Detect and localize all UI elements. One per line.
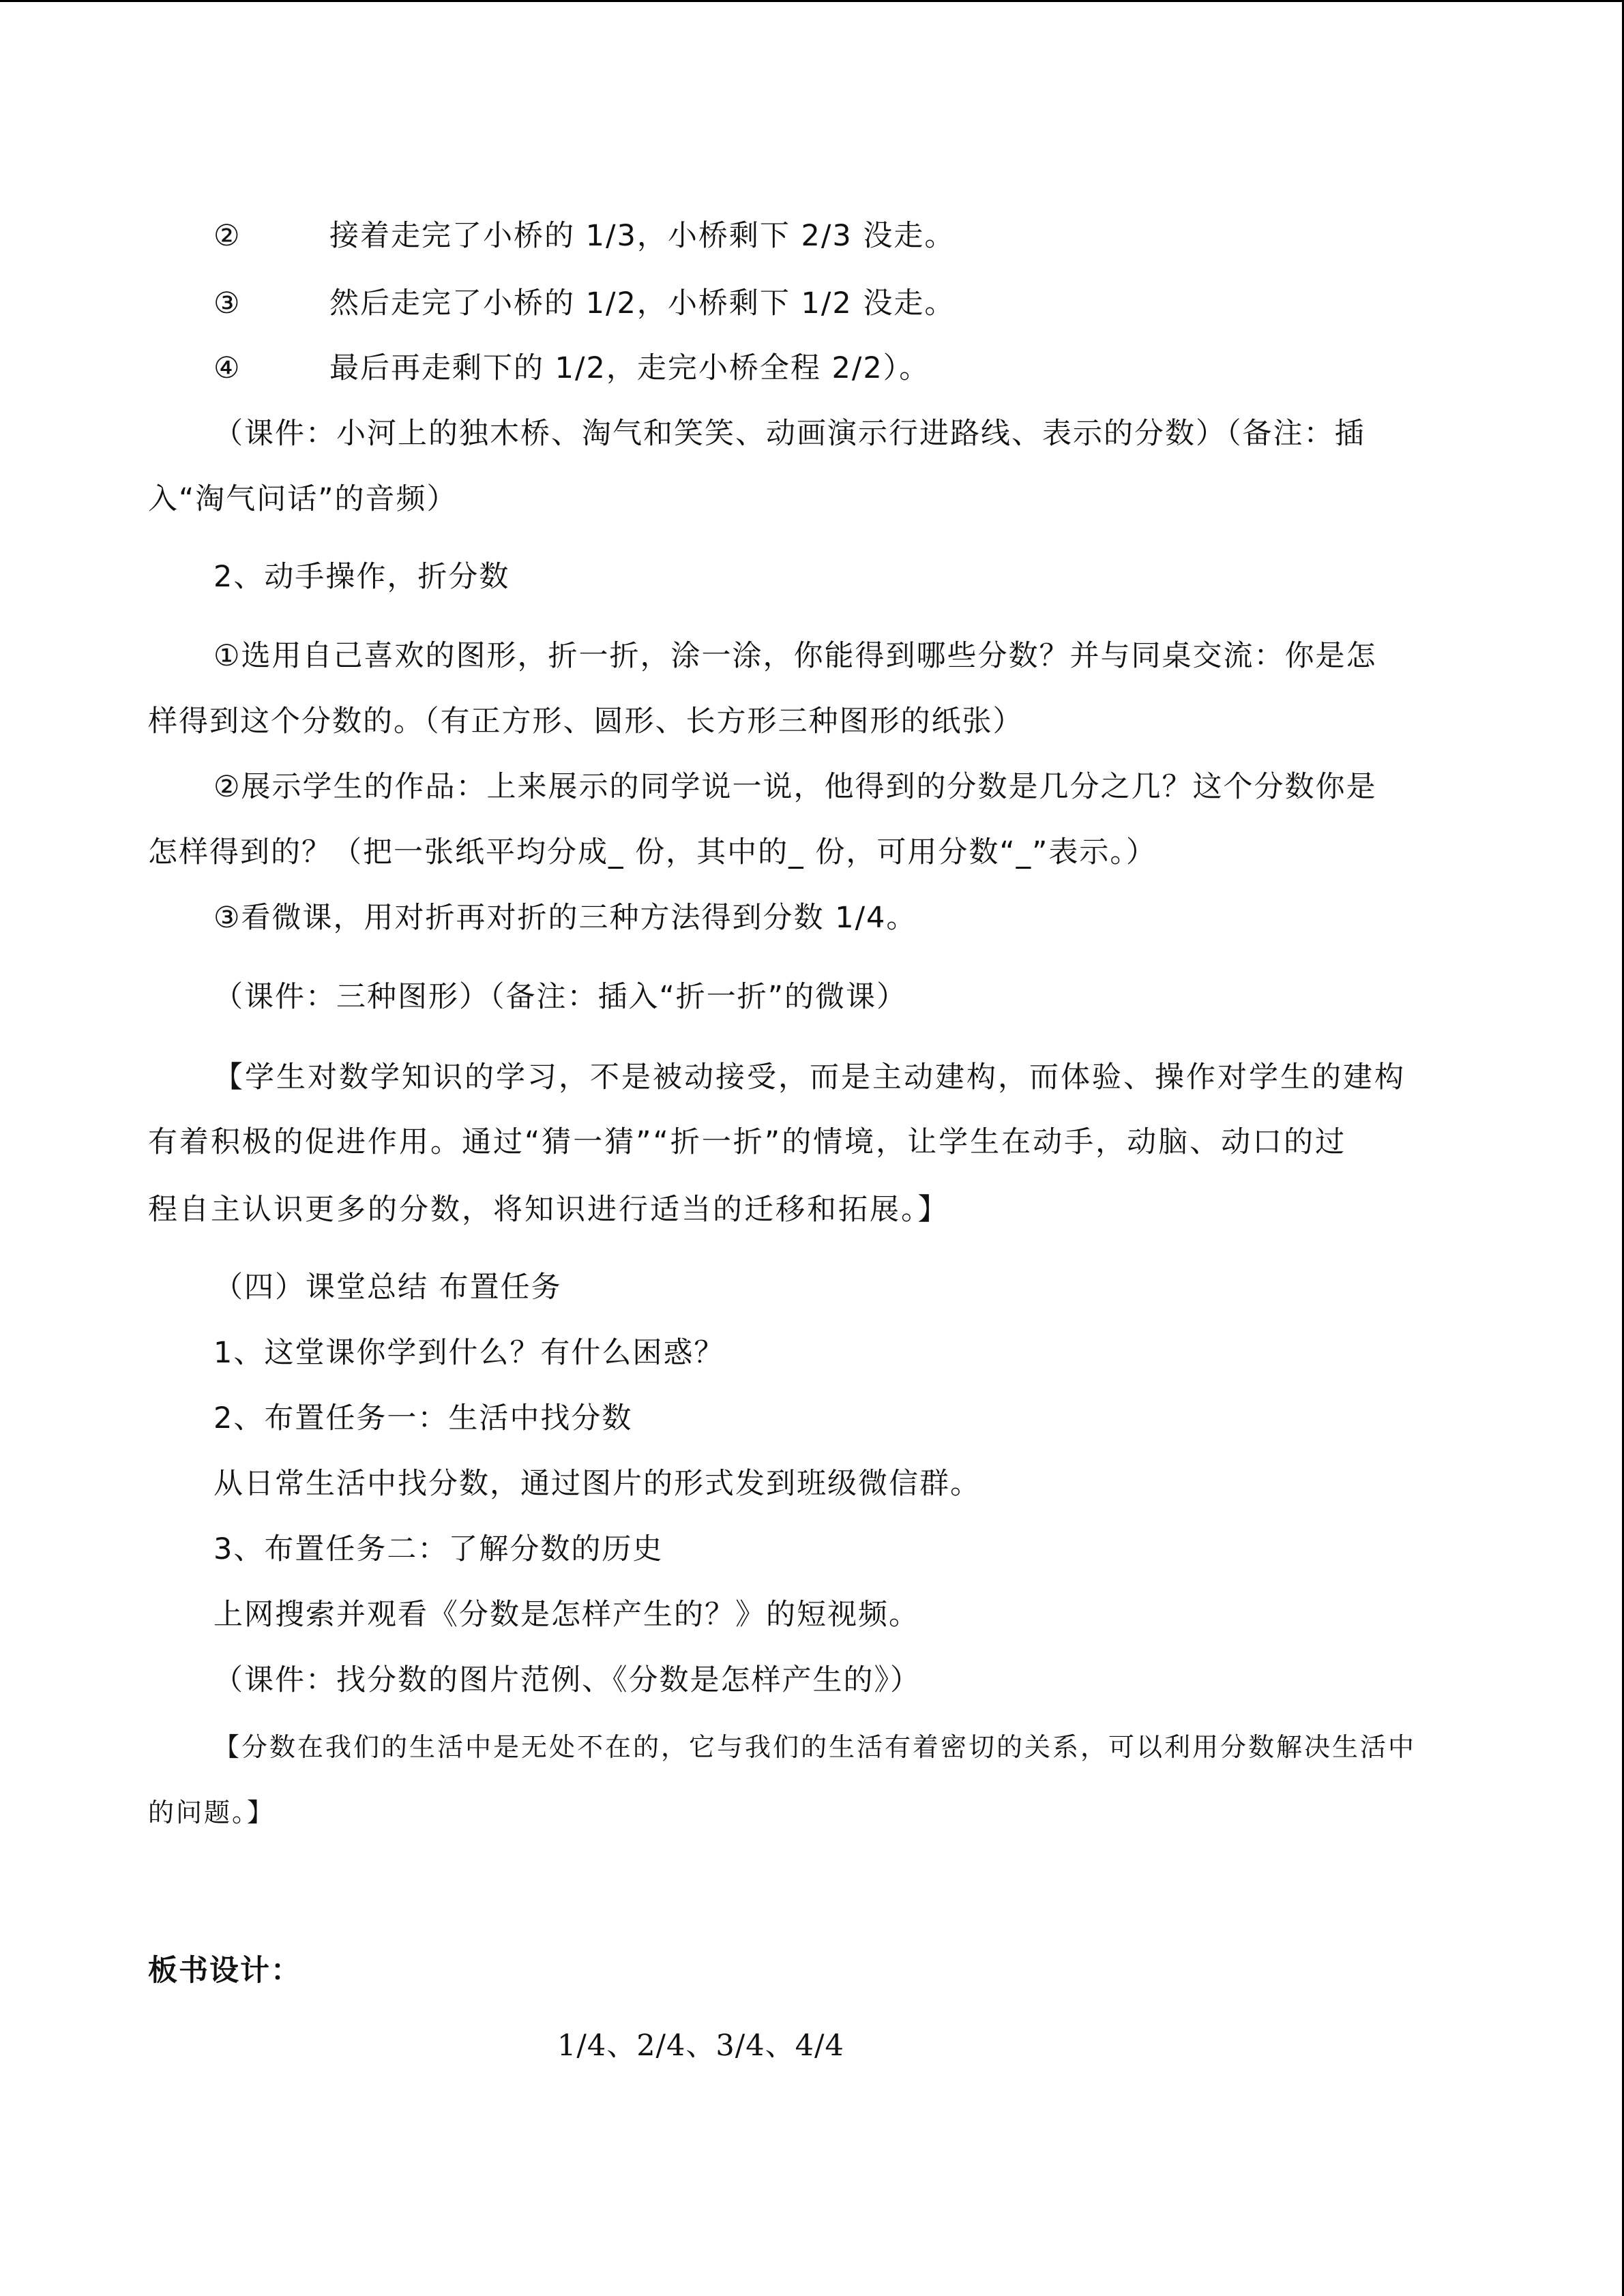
section-2-item-1-line-2: 样得到这个分数的。（有正方形、圆形、长方形三种图形的纸张） (148, 704, 1024, 739)
step-4-line (213, 348, 930, 389)
section-4-item-1: 1、这堂课你学到什么？有什么困惑？ (213, 1336, 725, 1370)
board-design-title: 板书设计： (148, 1954, 301, 1988)
section-4-item-3-description: 上网搜索并观看《分数是怎样产生的？》的短视频。 (213, 1598, 919, 1632)
step-4-number: ④ (213, 351, 241, 385)
section-4-item-2-description: 从日常生活中找分数，通过图片的形式发到班级微信群。 (213, 1467, 981, 1501)
step-2-number: ② (213, 219, 241, 253)
section-4-item-2: 2、布置任务一：生活中找分数 (213, 1401, 633, 1435)
comment-2-line-2: 的问题。】 (148, 1798, 276, 1828)
comment-1-line-1: 【学生对数学知识的学习，不是被动接受，而是主动建构，而体验、操作对学生的建构 (213, 1060, 1406, 1094)
comment-2-line-1: 【分数在我们的生活中是无处不在的，它与我们的生活有着密切的关系，可以利用分数解决生活中 (213, 1732, 1417, 1762)
courseware-note-1-line-1: （课件：小河上的独木桥、淘气和笑笑、动画演示行进路线、表示的分数）（备注：插 (213, 417, 1365, 451)
step-2-line (213, 215, 955, 256)
section-2-courseware: （课件：三种图形）（备注：插入“折一折”的微课） (213, 980, 908, 1014)
section-4-item-3: 3、布置任务二：了解分数的历史 (213, 1532, 664, 1566)
step-4-text: 最后再走剩下的 1/2，走完小桥全程 2/2）。 (329, 351, 930, 385)
step-3-number: ③ (213, 286, 241, 320)
section-2-item-1-line-1: ①选用自己喜欢的图形，折一折，涂一涂，你能得到哪些分数？并与同桌交流：你是怎 (213, 639, 1377, 673)
section-2-heading: 2、动手操作，折分数 (213, 560, 510, 594)
section-4-courseware: （课件：找分数的图片范例、《分数是怎样产生的》） (213, 1663, 921, 1697)
step-2-text: 接着走完了小桥的 1/3，小桥剩下 2/3 没走。 (329, 219, 956, 253)
board-design-fractions: 1/4、2/4、3/4、4/4 (557, 2029, 844, 2063)
step-3-line (213, 283, 955, 324)
page-frame-top (0, 0, 1624, 2)
section-4-heading: （四）课堂总结 布置任务 (213, 1270, 562, 1304)
step-3-text: 然后走完了小桥的 1/2，小桥剩下 1/2 没走。 (329, 286, 956, 320)
courseware-note-1-line-2: 入“淘气问话”的音频） (148, 482, 458, 516)
section-2-item-2-line-1: ②展示学生的作品：上来展示的同学说一说，他得到的分数是几分之几？这个分数你是 (213, 770, 1377, 804)
comment-1-line-3: 程自主认识更多的分数，将知识进行适当的迁移和拓展。】 (148, 1193, 949, 1227)
comment-1-line-2: 有着积极的促进作用。通过“猜一猜”“折一折”的情境，让学生在动手，动脑、动口的过 (148, 1125, 1347, 1159)
section-2-item-2-line-2: 怎样得到的？（把一张纸平均分成_ 份，其中的_ 份，可用分数“_”表示。） (148, 835, 1157, 869)
section-2-item-3: ③看微课，用对折再对折的三种方法得到分数 1/4。 (213, 901, 917, 935)
